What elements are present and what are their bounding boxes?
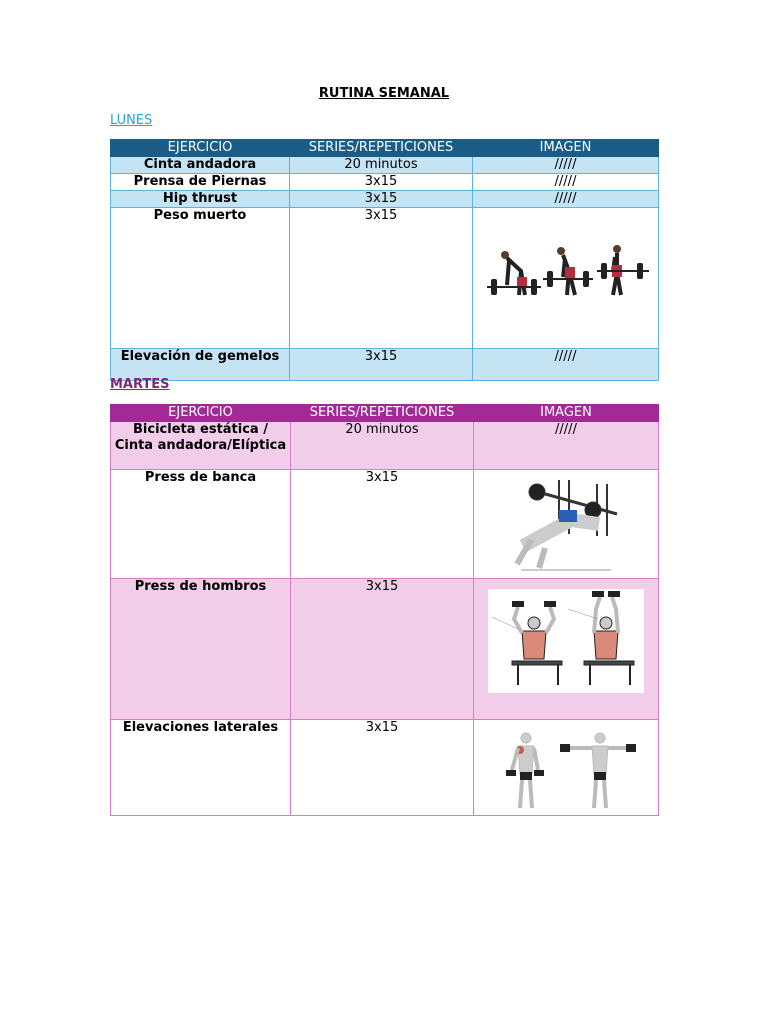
table-row (111, 208, 659, 349)
table-row (111, 174, 659, 191)
series-cell: 3x15 (290, 174, 473, 191)
exercise-cell: Bicicleta estática / Cinta andadora/Elíptica (111, 422, 291, 470)
day-heading-martes: MARTES (110, 377, 170, 392)
image-cell (474, 470, 659, 579)
header-ejercicio: EJERCICIO (111, 140, 290, 157)
header-ejercicio: EJERCICIO (111, 405, 291, 422)
exercise-cell: Press de hombros (111, 579, 291, 720)
deadlift-illustration (481, 243, 651, 313)
exercise-cell: Peso muerto (111, 208, 290, 349)
series-cell: 20 minutos (291, 422, 474, 470)
series-cell: 3x15 (290, 191, 473, 208)
series-cell: 3x15 (290, 208, 473, 349)
lateral-raise-illustration (496, 730, 636, 814)
table-header-row (111, 140, 659, 157)
exercise-cell: Prensa de Piernas (111, 174, 290, 191)
table-row (111, 191, 659, 208)
image-cell: ///// (473, 349, 659, 381)
table-row (111, 470, 659, 579)
lunes-table (110, 139, 659, 381)
header-imagen: IMAGEN (474, 405, 659, 422)
image-cell: ///// (473, 191, 659, 208)
table-row (111, 349, 659, 381)
table-row (111, 579, 659, 720)
header-series: SERIES/REPETICIONES (290, 140, 473, 157)
series-cell: 3x15 (290, 349, 473, 381)
day-heading-lunes: LUNES (110, 113, 153, 128)
exercise-cell: Hip thrust (111, 191, 290, 208)
image-cell (473, 208, 659, 349)
exercise-cell: Elevaciones laterales (111, 720, 291, 816)
image-cell: ///// (474, 422, 659, 470)
image-cell (474, 579, 659, 720)
bench-press-illustration (511, 474, 621, 578)
exercise-cell: Cinta andadora (111, 157, 290, 174)
page-title: RUTINA SEMANAL (318, 86, 450, 101)
series-cell: 3x15 (291, 470, 474, 579)
exercise-cell: Elevación de gemelos (111, 349, 290, 381)
image-cell: ///// (473, 157, 659, 174)
series-cell: 20 minutos (290, 157, 473, 174)
table-row (111, 157, 659, 174)
table-row (111, 422, 659, 470)
series-cell: 3x15 (291, 579, 474, 720)
table-header-row (111, 405, 659, 422)
shoulder-press-illustration (488, 589, 644, 693)
header-imagen: IMAGEN (473, 140, 659, 157)
image-cell: ///// (473, 174, 659, 191)
table-row (111, 720, 659, 816)
header-series: SERIES/REPETICIONES (291, 405, 474, 422)
image-cell (474, 720, 659, 816)
martes-table (110, 404, 659, 816)
exercise-cell: Press de banca (111, 470, 291, 579)
series-cell: 3x15 (291, 720, 474, 816)
